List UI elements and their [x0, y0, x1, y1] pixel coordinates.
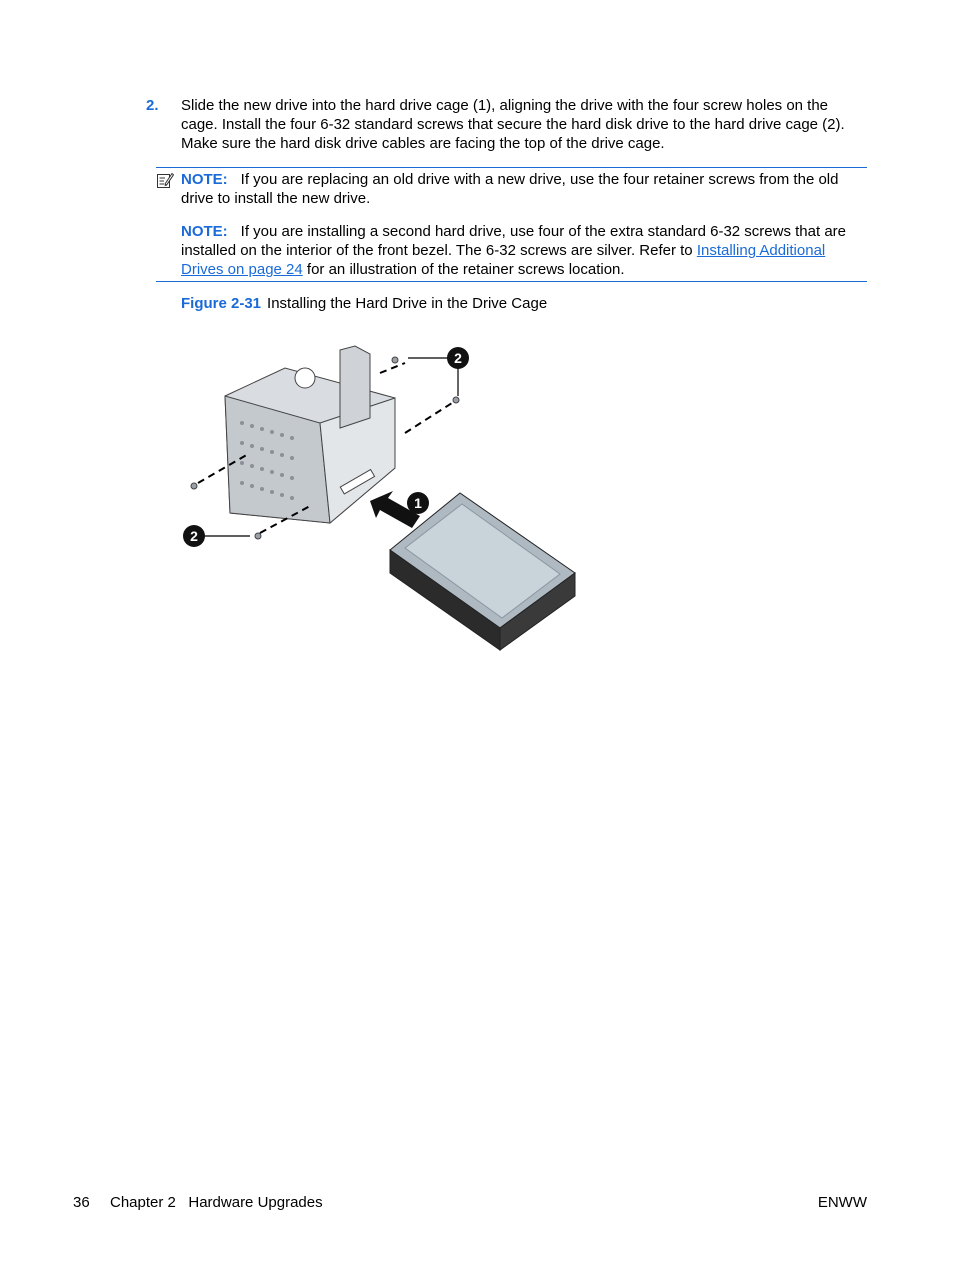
- page-number: 36: [73, 1194, 90, 1211]
- note-text-after: for an illustration of the retainer screws location.: [302, 261, 625, 278]
- step-number: 2.: [146, 97, 159, 114]
- hard-drive-cage-illustration: [180, 328, 580, 658]
- note-text-before: If you are installing a second hard drive, use four of the extra standard 6-32 screws that are installed on the interior of the front bezel. The 6-32 screws are silver. Refer to: [181, 223, 847, 259]
- screw-icon: [392, 357, 398, 363]
- installing-additional-drives-link[interactable]: Installing Additional Drives on page 24: [181, 242, 826, 278]
- screw-icon: [191, 483, 197, 489]
- figure-title: Installing the Hard Drive in the Drive Cage: [267, 295, 548, 312]
- drive-cage: [225, 346, 395, 523]
- screw-icon: [453, 397, 459, 403]
- page-footer: [73, 1193, 867, 1213]
- footer-right-text: ENWW: [817, 1194, 867, 1211]
- figure-caption: [181, 294, 781, 313]
- note-text: If you are replacing an old drive with a new drive, use the four retainer screws from the old drive to install the new drive.: [181, 171, 839, 207]
- note-label: NOTE:: [181, 171, 228, 188]
- step-2: [146, 96, 868, 153]
- note-pencil-icon: [156, 171, 174, 189]
- step-text: Slide the new drive into the hard drive cage (1), aligning the drive with the four screw holes on the cage. Install the four 6-32 standard screws that secure the hard disk drive to the hard drive cage (2). Make sure the hard disk drive cables are facing the top of the drive cage.: [181, 97, 845, 152]
- note-second-drive: [181, 222, 867, 279]
- note-replacing-drive: [181, 170, 867, 208]
- callout-2-top: [447, 347, 469, 369]
- callout-2-bottom: [183, 525, 205, 547]
- callout-number: 2: [190, 528, 198, 544]
- chapter-title: Chapter 2 Hardware Upgrades: [110, 1194, 323, 1211]
- callout-1: [407, 492, 429, 514]
- screw-icon: [255, 533, 261, 539]
- figure-label: Figure 2-31: [181, 295, 262, 312]
- note-label: NOTE:: [181, 223, 228, 240]
- callout-number: 1: [414, 495, 422, 511]
- callout-number: 2: [454, 350, 462, 366]
- note-box: [156, 167, 867, 282]
